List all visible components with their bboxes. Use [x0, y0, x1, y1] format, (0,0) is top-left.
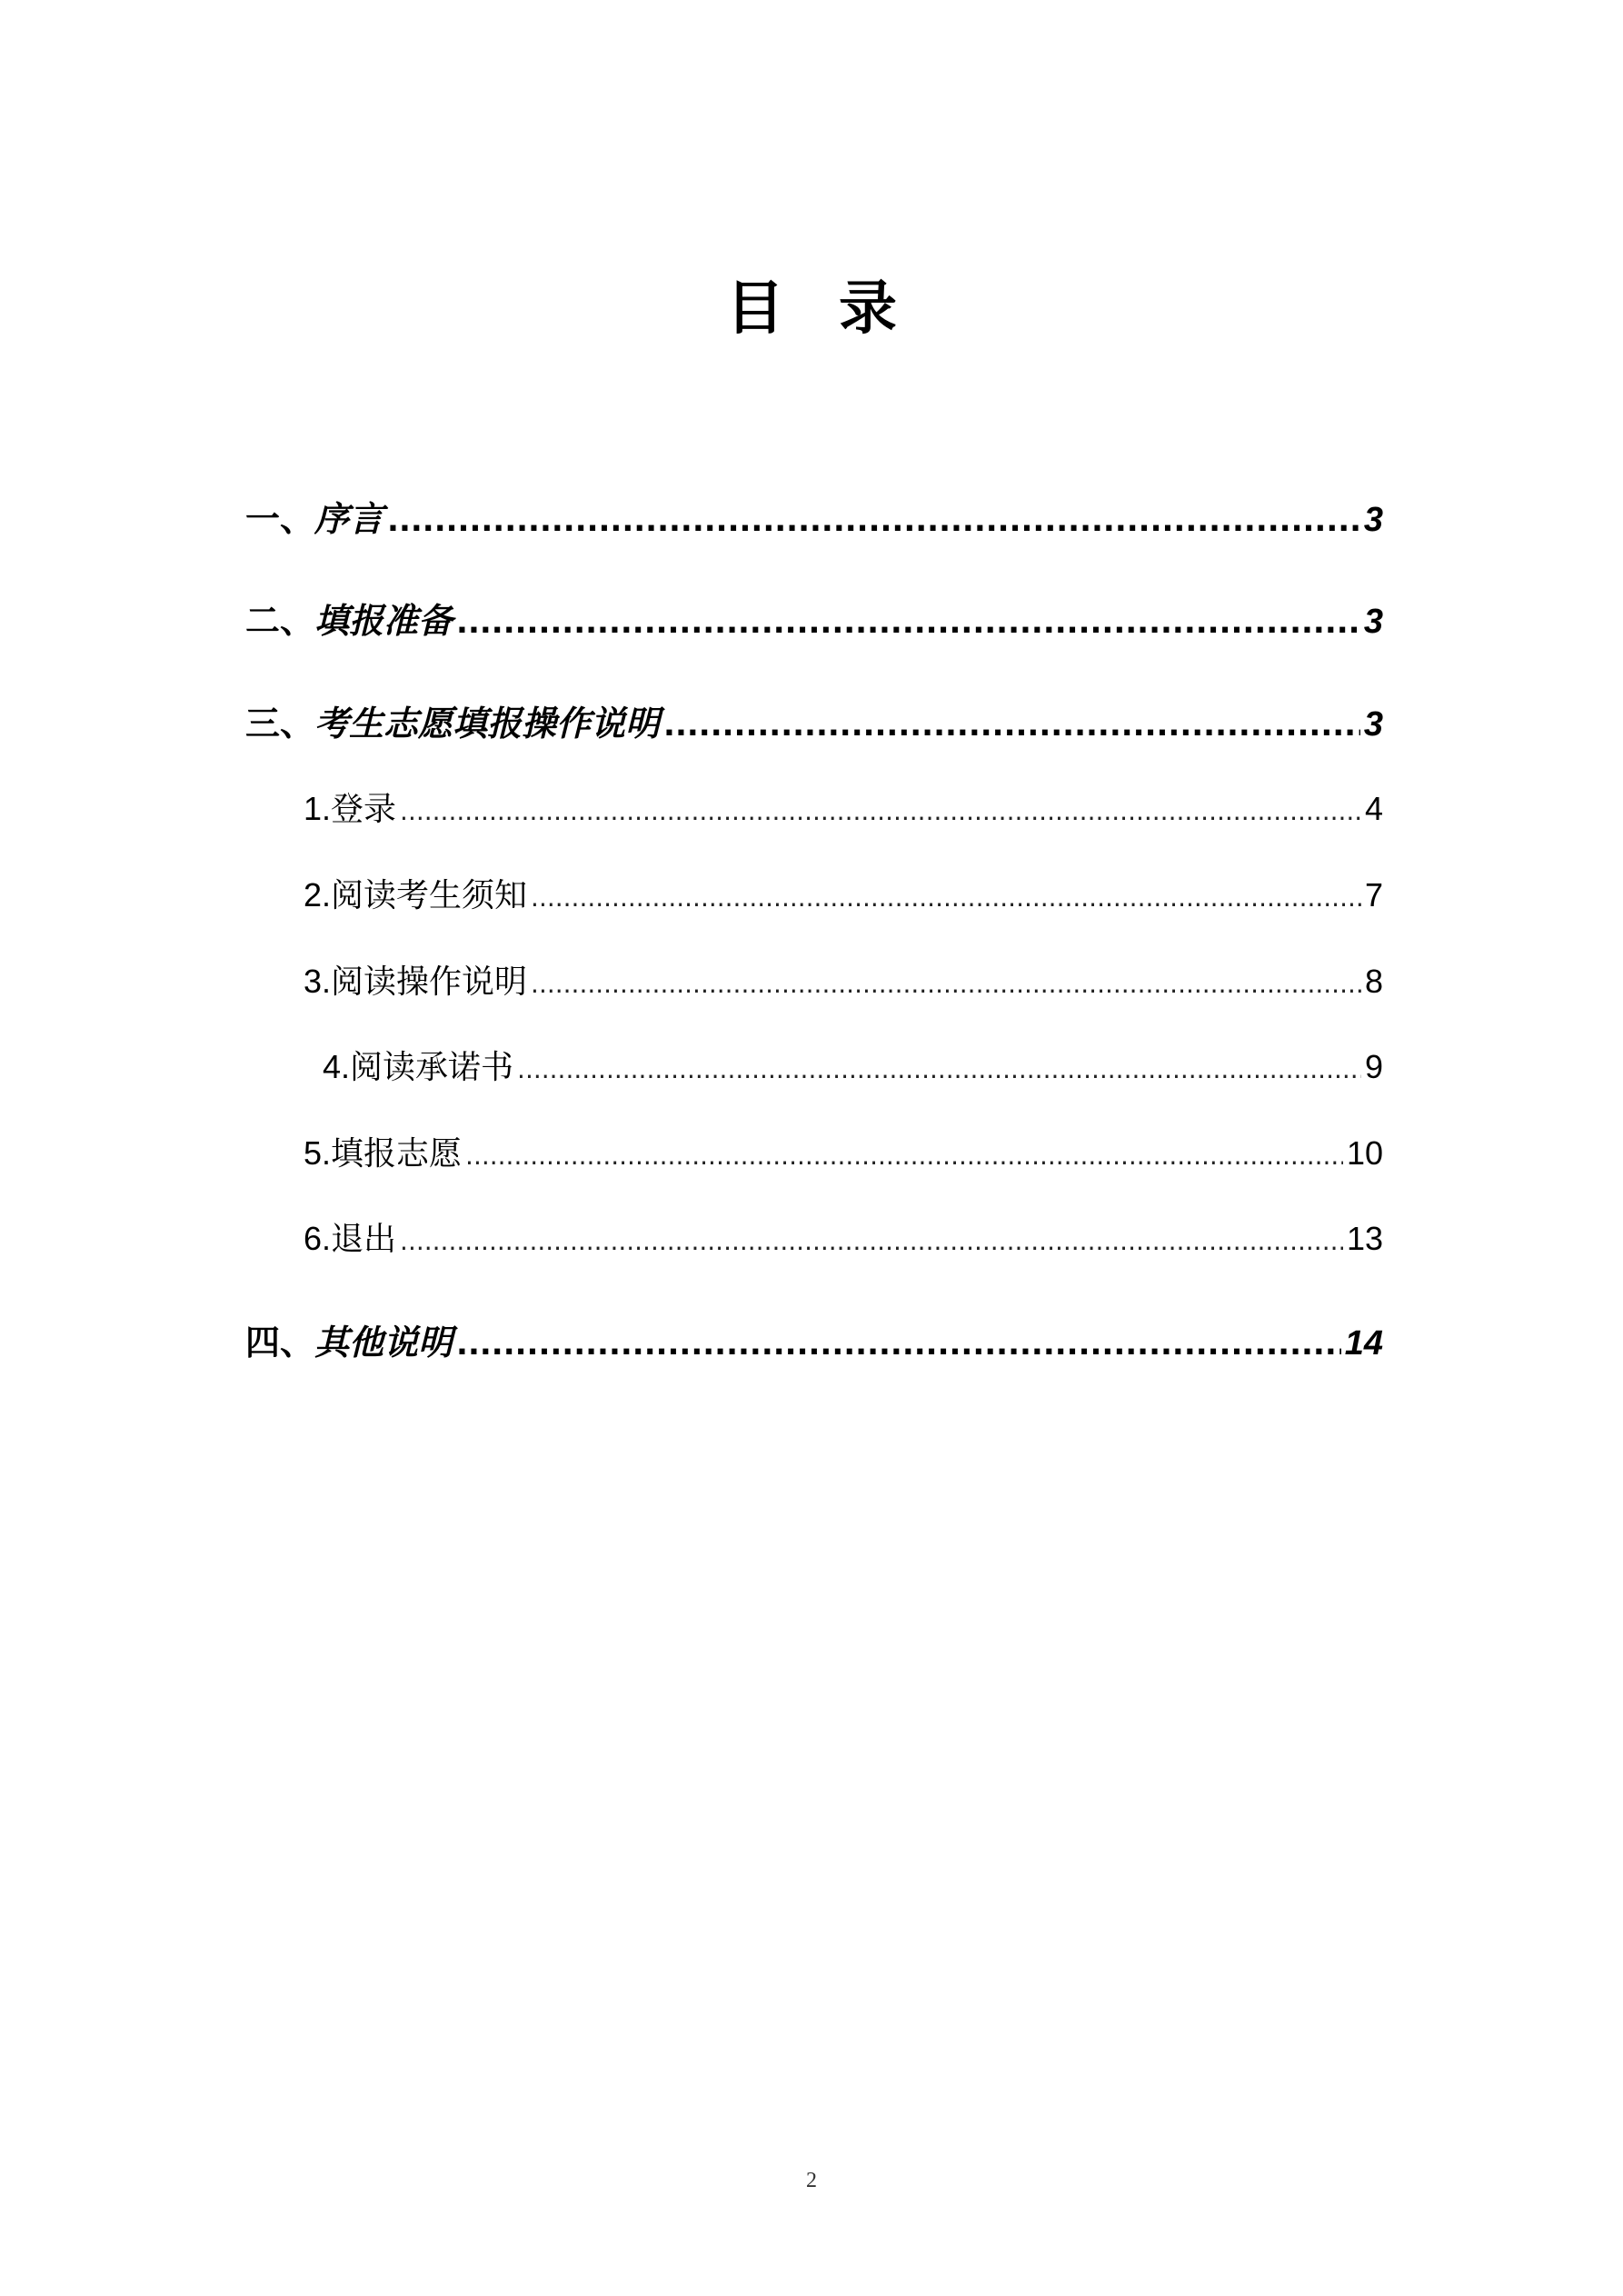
toc-entry-page: 3 — [1363, 603, 1383, 641]
toc-subentry-fill-preferences[interactable] — [304, 1128, 1383, 1173]
toc-dot-leader — [400, 1226, 1343, 1256]
toc-entry-page: 3 — [1363, 501, 1383, 539]
toc-entry-other-notes[interactable] — [245, 1314, 1383, 1363]
toc-subentry-title: 阅读承诺书 — [350, 1049, 514, 1086]
toc-dot-leader — [387, 503, 1360, 539]
toc-subentry-logout[interactable] — [304, 1213, 1383, 1258]
toc-subentry-number: 3. — [304, 963, 332, 1000]
toc-subentry-title: 阅读考生须知 — [331, 877, 528, 914]
toc-subentry-page: 9 — [1364, 1048, 1383, 1085]
toc-dot-leader — [465, 1141, 1343, 1171]
toc-entry-number: 二、 — [245, 601, 315, 641]
toc-dot-leader — [456, 604, 1360, 641]
toc-subentry-candidate-notice[interactable] — [304, 870, 1383, 912]
toc-subentry-number: 6. — [304, 1220, 332, 1257]
toc-subentry-page: 10 — [1346, 1134, 1383, 1172]
page-title-text: 目录 — [726, 275, 951, 343]
page-number: 2 — [806, 2169, 817, 2192]
toc-entry-preface[interactable] — [245, 491, 1383, 539]
toc-dot-leader — [517, 1054, 1361, 1084]
toc-entry-number: 三、 — [245, 704, 315, 744]
toc-dot-leader — [400, 796, 1361, 826]
toc-entry-title: 填报准备 — [314, 601, 453, 641]
toc-dot-leader — [456, 1326, 1341, 1363]
toc-subentry-operation-instructions[interactable] — [304, 956, 1383, 1001]
toc-subentry-pledge[interactable] — [323, 1042, 1383, 1086]
toc-subentry-page: 13 — [1346, 1220, 1383, 1257]
toc-dot-leader — [531, 969, 1361, 999]
toc-subentry-page: 8 — [1364, 963, 1383, 1000]
toc-subentry-title: 退出 — [331, 1221, 397, 1258]
toc-entry-number: 一、 — [245, 499, 315, 539]
toc-subentry-number: 2. — [304, 876, 332, 913]
toc-subentry-title: 阅读操作说明 — [331, 963, 528, 1001]
toc-entry-page: 14 — [1344, 1324, 1383, 1363]
toc-entry-page: 3 — [1363, 705, 1383, 744]
toc-entry-title: 考生志愿填报操作说明 — [314, 704, 661, 744]
toc-entry-preparation[interactable] — [245, 593, 1383, 641]
toc-subentry-number: 4. — [323, 1048, 351, 1085]
toc-entry-title: 其他说明 — [314, 1323, 453, 1363]
page-title — [0, 275, 1623, 343]
toc-subentry-title: 登录 — [331, 791, 397, 828]
toc-subentry-number: 5. — [304, 1134, 332, 1172]
toc-dot-leader — [663, 707, 1360, 744]
toc-entry-number: 四、 — [245, 1323, 315, 1363]
toc-subentry-title: 填报志愿 — [331, 1135, 463, 1173]
toc-entry-operation-guide[interactable] — [245, 695, 1383, 744]
toc-dot-leader — [531, 883, 1361, 913]
toc-entry-title: 序言 — [314, 499, 384, 539]
toc-subentry-login[interactable] — [304, 784, 1383, 828]
toc-subentry-page: 4 — [1364, 790, 1383, 827]
toc-subentry-page: 7 — [1364, 876, 1383, 913]
toc-subentry-number: 1. — [304, 790, 332, 827]
